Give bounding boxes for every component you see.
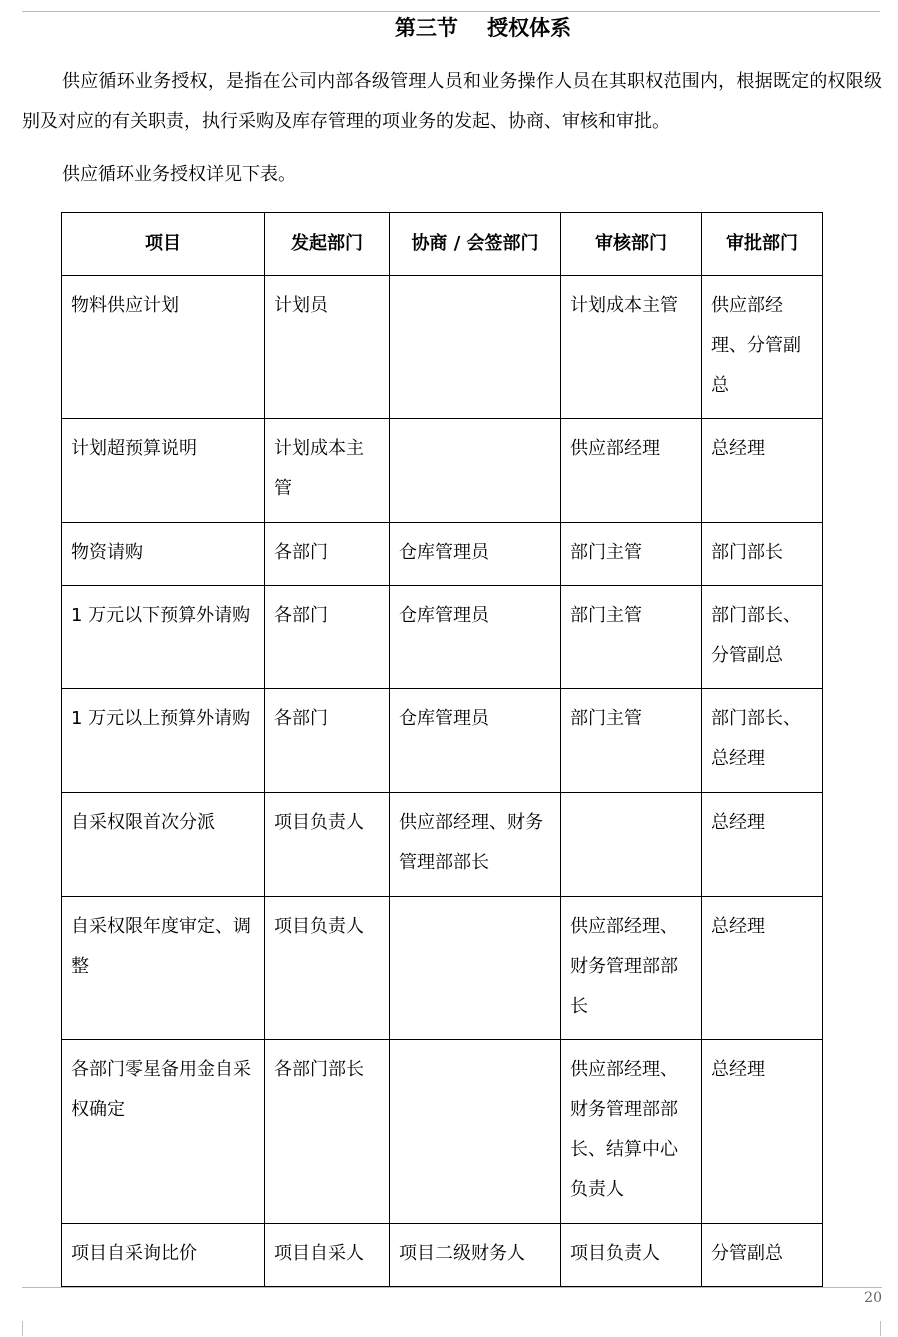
cell-initiating-dept: 计划成本主管 [265, 419, 390, 523]
cell-reviewing-dept: 部门主管 [561, 523, 702, 586]
cell-initiating-dept: 项目负责人 [265, 793, 390, 897]
cell-approving-dept: 供应部经理、分管副总 [702, 276, 823, 419]
cell-consulting-dept: 仓库管理员 [390, 586, 561, 689]
cell-item: 自采权限首次分派 [62, 793, 265, 897]
cell-reviewing-dept: 部门主管 [561, 586, 702, 689]
cell-consulting-dept [390, 1040, 561, 1224]
page-number: 20 [864, 1290, 882, 1306]
cell-item: 1 万元以上预算外请购 [62, 689, 265, 793]
cell-consulting-dept [390, 897, 561, 1040]
cell-reviewing-dept: 供应部经理、财务管理部部长 [561, 897, 702, 1040]
table-row [62, 276, 823, 419]
table-row [62, 1224, 823, 1287]
bottom-left-corner-mark [22, 1321, 23, 1336]
cell-reviewing-dept: 供应部经理、财务管理部部长、结算中心负责人 [561, 1040, 702, 1224]
cell-consulting-dept: 项目二级财务人 [390, 1224, 561, 1287]
table-row [62, 689, 823, 793]
cell-consulting-dept [390, 419, 561, 523]
cell-approving-dept: 分管副总 [702, 1224, 823, 1287]
cell-item: 物资请购 [62, 523, 265, 586]
header-consulting-dept: 协商 / 会签部门 [390, 213, 561, 276]
cell-reviewing-dept [561, 793, 702, 897]
cell-initiating-dept: 各部门 [265, 689, 390, 793]
cell-initiating-dept: 项目负责人 [265, 897, 390, 1040]
cell-item: 自采权限年度审定、调整 [62, 897, 265, 1040]
cell-approving-dept: 部门部长、分管副总 [702, 586, 823, 689]
cell-reviewing-dept: 计划成本主管 [561, 276, 702, 419]
cell-item: 计划超预算说明 [62, 419, 265, 523]
table-row [62, 523, 823, 586]
cell-consulting-dept: 仓库管理员 [390, 689, 561, 793]
cell-initiating-dept: 项目自采人 [265, 1224, 390, 1287]
cell-approving-dept: 总经理 [702, 897, 823, 1040]
cell-approving-dept: 总经理 [702, 793, 823, 897]
cell-approving-dept: 总经理 [702, 1040, 823, 1224]
section-title: 第三节 授权体系 [394, 15, 572, 40]
cell-item: 1 万元以下预算外请购 [62, 586, 265, 689]
cell-consulting-dept [390, 276, 561, 419]
bottom-right-corner-mark [880, 1321, 881, 1336]
cell-consulting-dept: 仓库管理员 [390, 523, 561, 586]
cell-approving-dept: 部门部长 [702, 523, 823, 586]
cell-initiating-dept: 各部门 [265, 586, 390, 689]
table-row [62, 897, 823, 1040]
table-row [62, 586, 823, 689]
cell-approving-dept: 总经理 [702, 419, 823, 523]
cell-initiating-dept: 计划员 [265, 276, 390, 419]
header-initiating-dept: 发起部门 [265, 213, 390, 276]
footer-rule [22, 1287, 882, 1288]
cell-reviewing-dept: 部门主管 [561, 689, 702, 793]
cell-item: 项目自采询比价 [62, 1224, 265, 1287]
intro-paragraph: 供应循环业务授权，是指在公司内部各级管理人员和业务操作人员在其职权范围内，根据既定的权限级别及对应的有关职责，执行采购及库存管理的项业务的发起、协商、审核和审批。 [22, 71, 882, 132]
header-item: 项目 [62, 213, 265, 276]
table-row [62, 1040, 823, 1224]
cell-initiating-dept: 各部门部长 [265, 1040, 390, 1224]
header-approving-dept: 审批部门 [702, 213, 823, 276]
cell-consulting-dept: 供应部经理、财务管理部部长 [390, 793, 561, 897]
authorization-table [61, 212, 823, 1287]
cell-reviewing-dept: 项目负责人 [561, 1224, 702, 1287]
cell-item: 各部门零星备用金自采权确定 [62, 1040, 265, 1224]
table-header-row [62, 213, 823, 276]
header-reviewing-dept: 审核部门 [561, 213, 702, 276]
cell-item: 物料供应计划 [62, 276, 265, 419]
table-row [62, 419, 823, 523]
cell-reviewing-dept: 供应部经理 [561, 419, 702, 523]
cell-approving-dept: 部门部长、总经理 [702, 689, 823, 793]
table-reference-paragraph: 供应循环业务授权详见下表。 [62, 164, 296, 185]
cell-initiating-dept: 各部门 [265, 523, 390, 586]
table-row [62, 793, 823, 897]
